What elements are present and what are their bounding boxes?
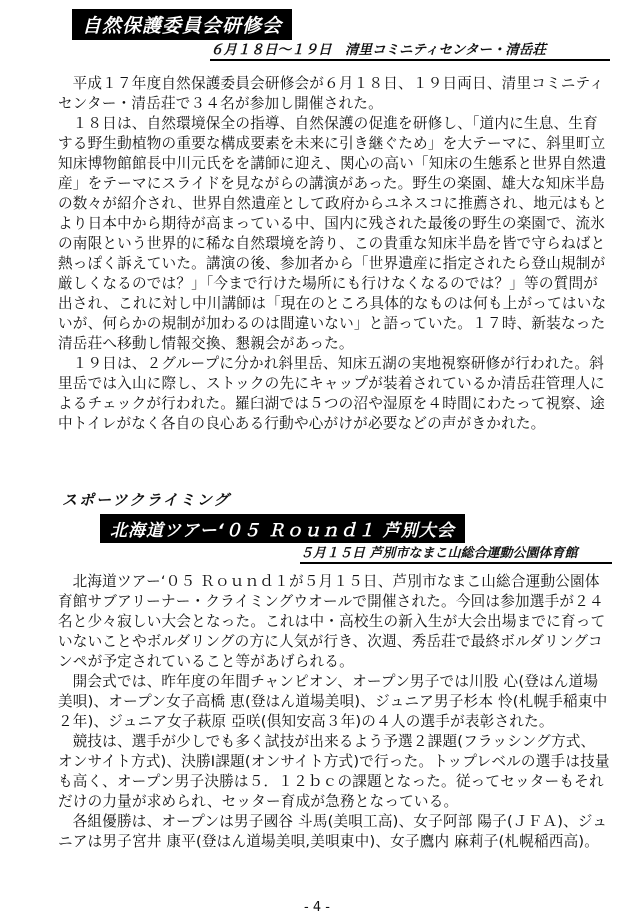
section1-body: [58, 74, 610, 434]
paragraph: 競技は、選手が少しでも多く試技が出来るよう予選２課題(フラッシング方式、オンサイト方式)、決勝Ⅰ課題(オンサイト方式)で行った。トップレベルの選手は技量も高く、オープン男子決勝は５．１２ｂｃの課題となった。従ってセッターもそれだけの力量が求められ、セッター育成が急務となっている。: [58, 733, 610, 810]
paragraph: 平成１７年度自然保護委員会研修会が６月１８日、１９日両日、清里コミニティセンター・清岳荘で３４名が参加し開催された。: [58, 75, 605, 112]
section2-body: [58, 572, 610, 852]
section1-title: 自然保護委員会研修会: [72, 9, 292, 40]
paragraph: 各組優勝は、オープンは男子國谷 斗馬(美唄工高)、女子阿部 陽子(ＪＦＡ)、ジュニアは男子宮井 康平(登はん道場美唄,美唄東中)、女子鷹内 麻莉子(札幌稲西高)。: [58, 813, 608, 850]
paragraph: 北海道ツアー‘０５ Ｒｏｕｎｄ１が５月１５日、芦別市なまこ山総合運動公園体育館サブアリーナー・クライミングウオールで開催された。今回は参加選手が２４名と少々寂しい大会となった。これは中・高校生の新入生が大会出場までに育っていないことやボルダリングの方に人気が行き、次週、秀岳荘で最終ボルダリングコンペが予定されていること等があげられる。: [58, 573, 606, 670]
paragraph: 開会式では、昨年度の年間チャンピオン、オープン男子では川股 心(登はん道場美唄)、オープン女子高橋 恵(登はん道場美唄)、ジュニア男子杉本 怜(札幌手稲東中２年)、ジュニア女子萩原 亞咲(倶知安高３年)の４人の選手が表彰された。: [58, 673, 608, 730]
section2-subtitle: ５月１５日 芦別市なまこ山総合運動公園体育館: [300, 542, 612, 564]
page-number: - 4 -: [304, 900, 330, 915]
section1-subtitle: ６月１８日～１９日 清里コミニティセンター・清岳荘: [210, 38, 610, 61]
paragraph: １９日は、２グループに分かれ斜里岳、知床五湖の実地視察研修が行われた。斜里岳では入山に際し、ストックの先にキャップが装着されているか清岳荘管理人によるチェックが行われた。羅臼湖では５つの沼や湿原を４時間にわたって視察、途中トイレがなく各自の良心ある行動や心がけが必要などの声がきかれた。: [58, 355, 605, 432]
section2-category: スポーツクライミング: [62, 491, 231, 509]
paragraph: １８日は、自然環境保全の指導、自然保護の促進を研修し、「道内に生息、生育する野生動植物の重要な構成要素を未来に引き継ぐため」を大テーマに、斜里町立知床博物館館長中川元氏をを講師に迎え、関心の高い「知床の生態系と世界自然遺産」をテーマにスライドを見ながらの講演があった。野生の楽園、雄大な知床半島の数々が紹介され、世界自然遺産として政府からユネスコに推薦され、地元はもとより日本中から期待が高まっている中、国内に残された最後の野生の楽園で、流氷の南限という世界的に稀な自然環境を誇り、この貴重な知床半島を皆で守らねばと熱っぽく訴えていた。講演の後、参加者から「世界遺産に指定されたら登山規制が厳しくなるのでは？」「今まで行けた場所にも行けなくなるのでは？」等の質問が出され、これに対し中川講師は「現在のところ具体的なものは何も上がってはいないが、何らかの規制が加わるのは間違いない」と語っていた。１７時、新装なった清岳荘へ移動し情報交換、懇親会があった。: [58, 115, 608, 352]
section2-title: 北海道ツアー‘０５ Ｒｏｕｎｄ１ 芦別大会: [100, 514, 465, 543]
